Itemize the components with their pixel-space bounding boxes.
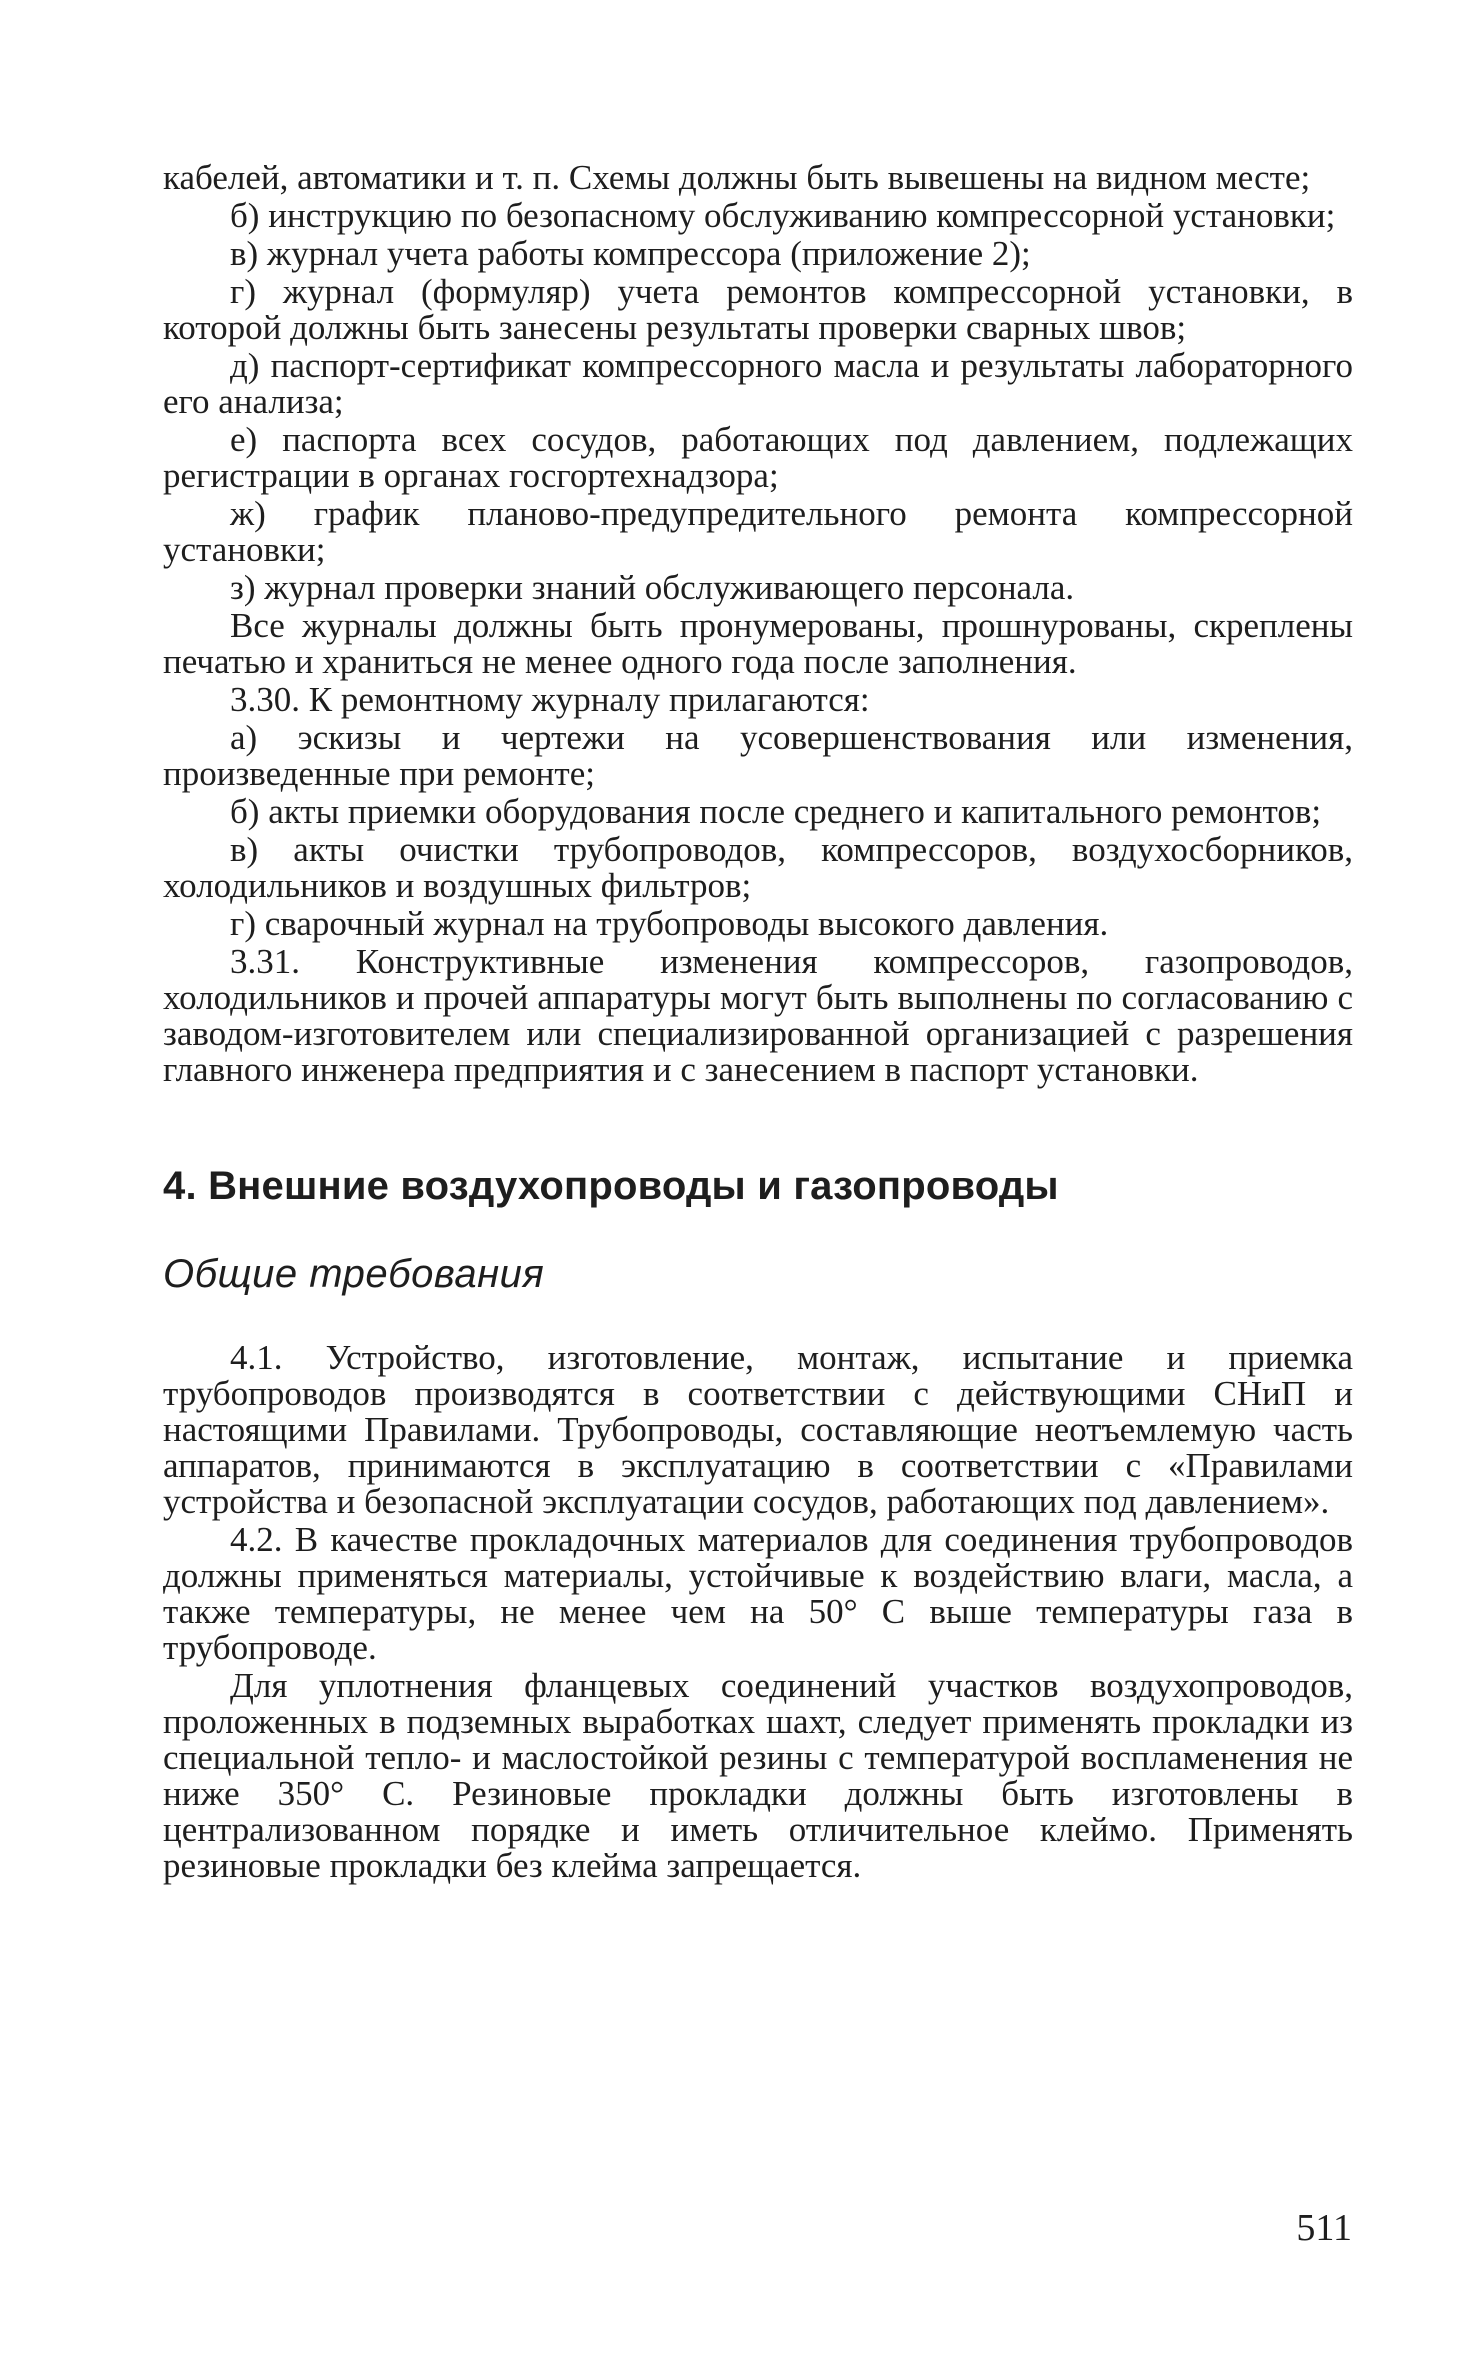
list-item: г) сварочный журнал на трубопроводы высокого давления. [230,904,1109,943]
list-item: д) паспорт-сертификат компрессорного масла и результаты лабораторного его анализа; [163,346,1353,421]
paragraph: 4.1. Устройство, изготовление, монтаж, испытание и приемка трубопроводов производятся в соответствии с действующими СНиП и настоящими Правилами. Трубопроводы, составляющие неотъемлемую часть аппаратов, принимаются в эксплуатацию в соответствии с «Правилами устройства и безопасной эксплуатации сосудов, работающих под давлением». [163,1338,1353,1521]
list-item: з) журнал проверки знаний обслуживающего персонала. [230,568,1075,607]
paragraph: 4.2. В качестве прокладочных материалов для соединения трубопроводов должны применяться материалы, устойчивые к воздействию влаги, масла, а также температуры, не менее чем на 50° С выше температуры газа в трубопроводе. [163,1520,1353,1667]
page-number: 511 [1296,2207,1352,2249]
list-item: б) инструкцию по безопасному обслуживанию компрессорной установки; [230,196,1336,235]
paragraph: 3.31. Конструктивные изменения компрессоров, газопроводов, холодильников и прочей аппаратуры могут быть выполнены по согласованию с заводом-изготовителем или специализированной организацией с разрешения главного инженера предприятия и с занесением в паспорт установки. [163,942,1353,1089]
list-item: е) паспорта всех сосудов, работающих под давлением, подлежащих регистрации в органах госгортехнадзора; [163,420,1353,495]
page-content [163,160,1353,1886]
paragraph: кабелей, автоматики и т. п. Схемы должны быть вывешены на видном месте; [163,158,1311,197]
list-item: ж) график планово-предупредительного ремонта компрессорной установки; [163,494,1353,569]
list-item: б) акты приемки оборудования после среднего и капитального ремонтов; [230,792,1322,831]
list-item: в) журнал учета работы компрессора (приложение 2); [230,234,1031,273]
list-item: а) эскизы и чертежи на усовершенствования или изменения, произведенные при ремонте; [163,718,1353,793]
paragraph: Все журналы должны быть пронумерованы, прошнурованы, скреплены печатью и храниться не менее одного года после заполнения. [163,606,1353,681]
section-heading: 4. Внешние воздухопроводы и газопроводы [163,1164,1059,1208]
subsection-heading: Общие требования [163,1252,545,1296]
list-item: в) акты очистки трубопроводов, компрессоров, воздухосборников, холодильников и воздушных фильтров; [163,830,1353,905]
paragraph: 3.30. К ремонтному журналу прилагаются: [230,680,870,719]
list-item: г) журнал (формуляр) учета ремонтов компрессорной установки, в которой должны быть занесены результаты проверки сварных швов; [163,272,1353,347]
paragraph: Для уплотнения фланцевых соединений участков воздухопроводов, проложенных в подземных выработках шахт, следует применять прокладки из специальной тепло- и маслостойкой резины с температурой воспламенения не ниже 350° С. Резиновые прокладки должны быть изготовлены в централизованном порядке и иметь отличительное клеймо. Применять резиновые прокладки без клейма запрещается. [163,1666,1353,1885]
